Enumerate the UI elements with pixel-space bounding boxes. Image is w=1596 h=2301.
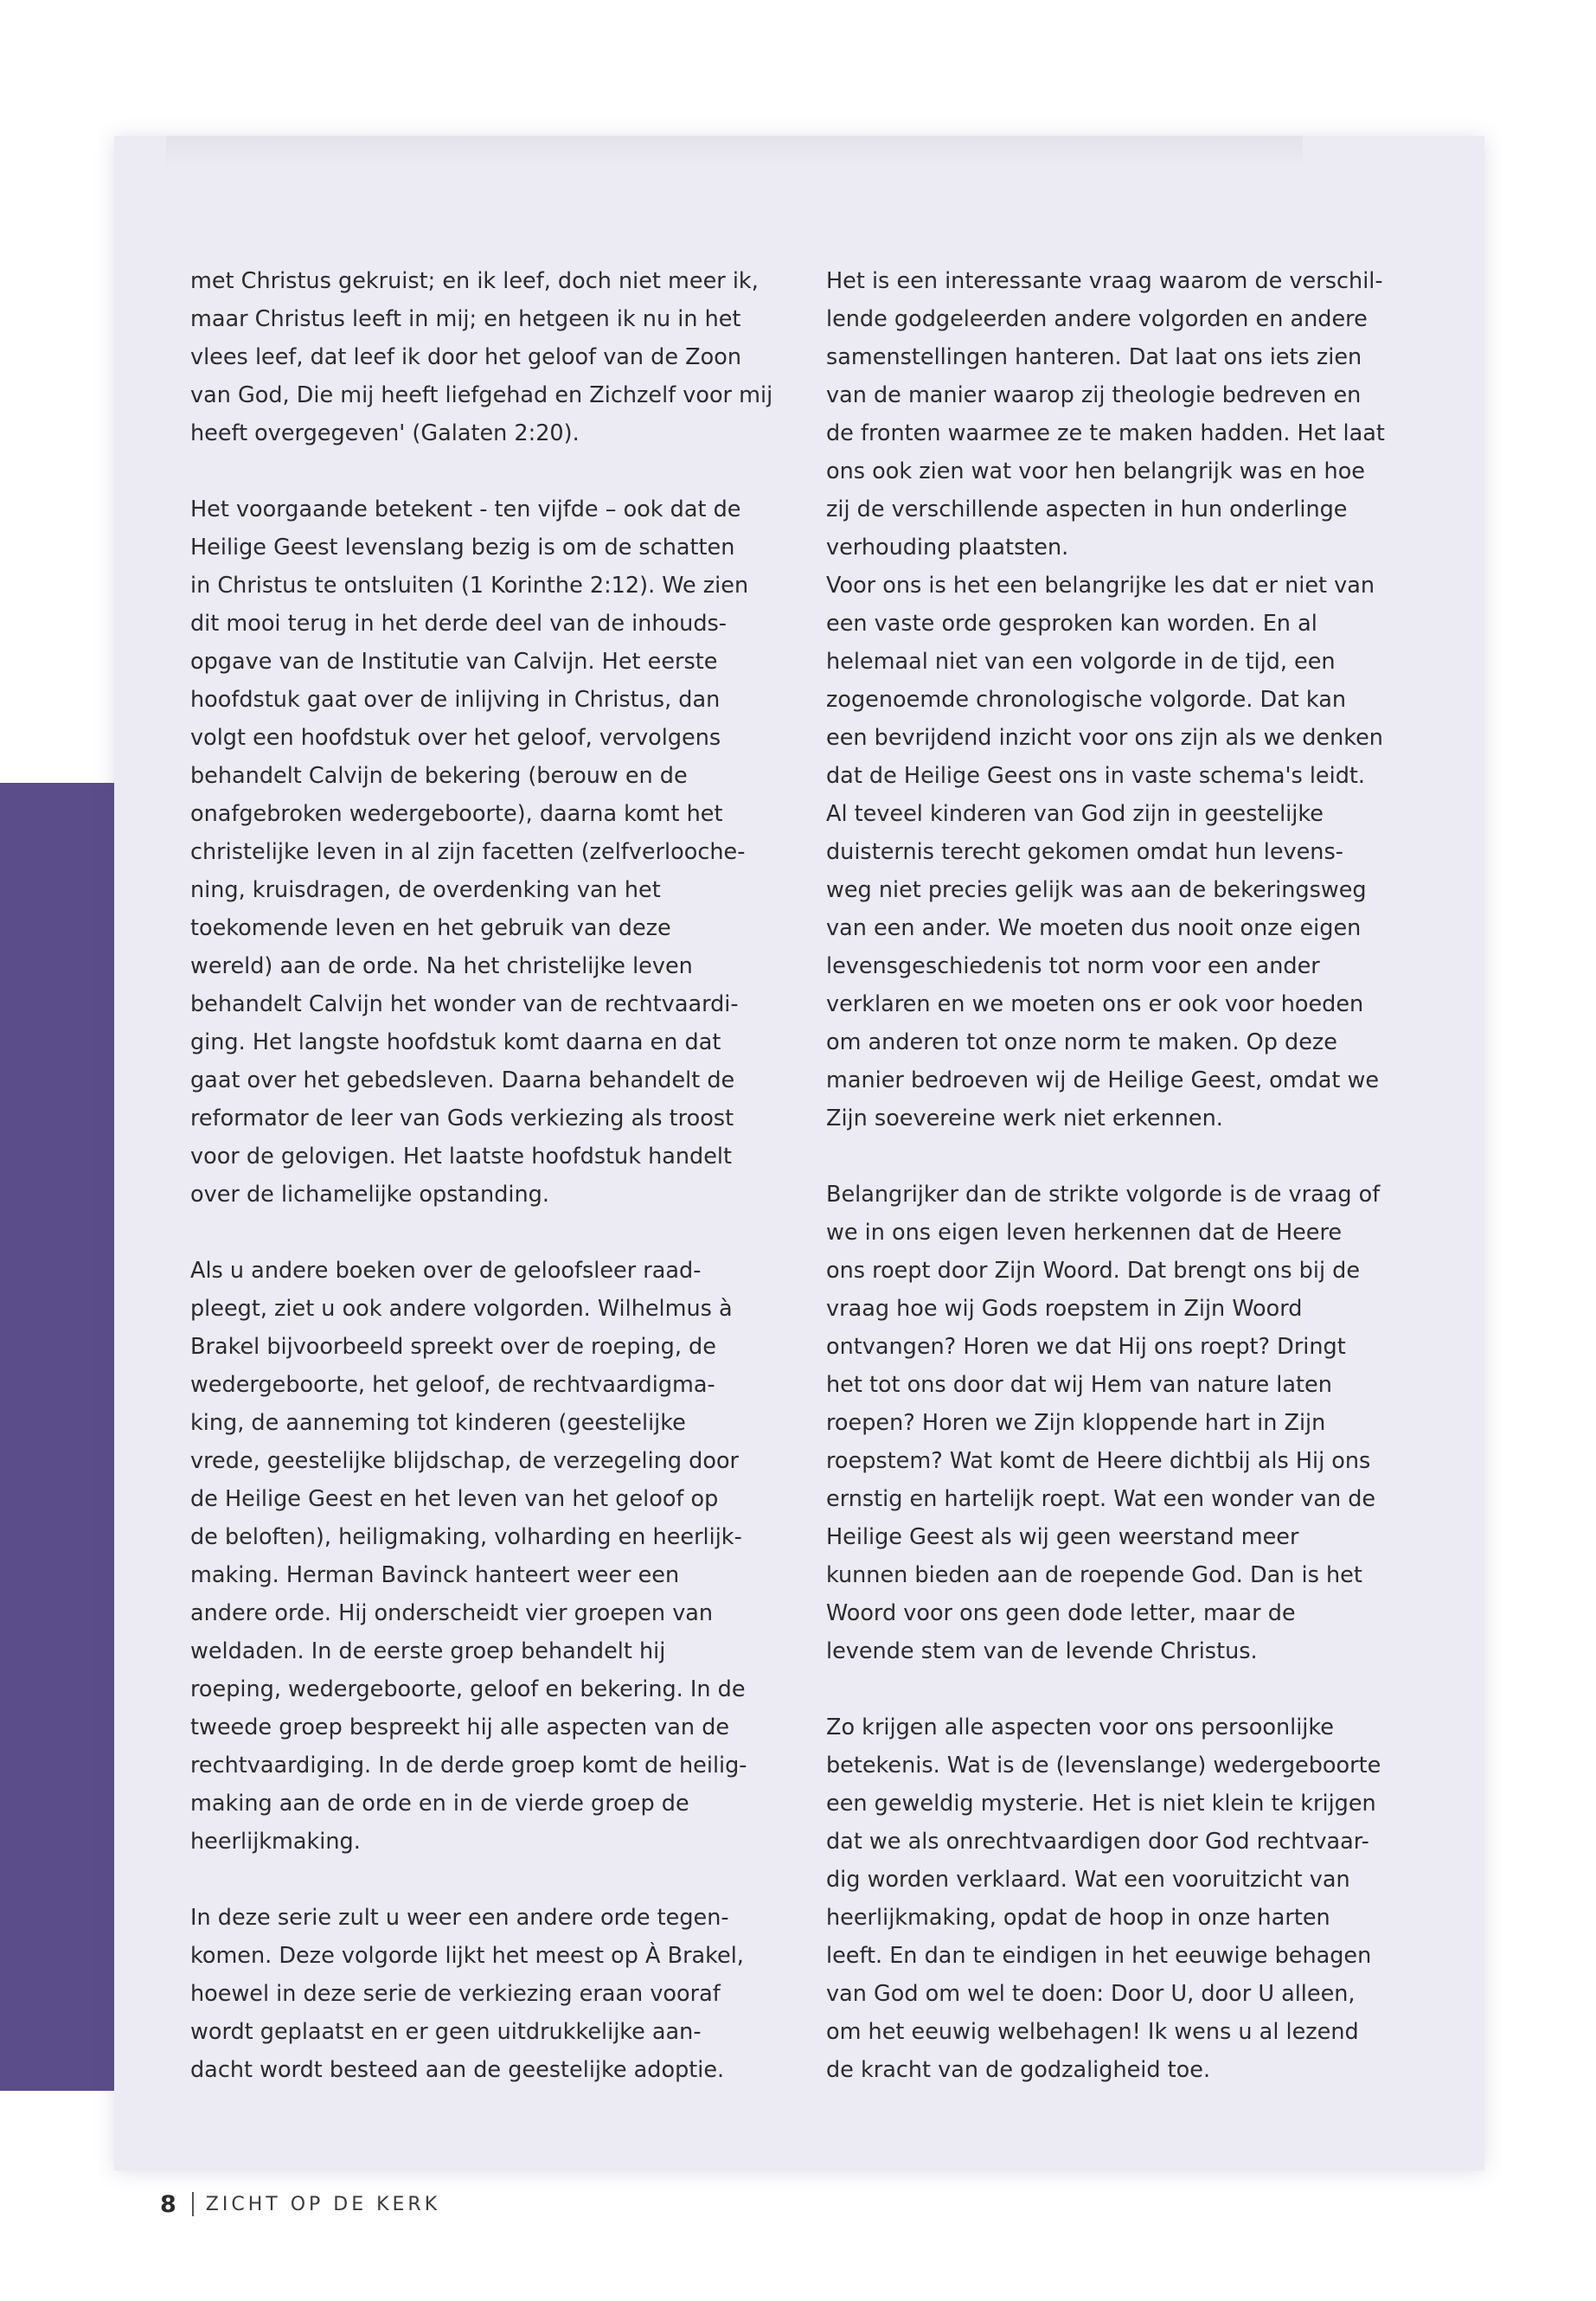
panel-shadow [166,136,1303,170]
left-column [190,262,787,2089]
footer-divider [192,2192,194,2216]
left-paragraph-3: Als u andere boeken over de geloofsleer raad- pleegt, ziet u ook andere volgorden. Wilhelmus à Brakel bijvoorbeeld spreekt over de roeping, de wedergeboorte, het geloof, de rechtvaardigma- king, de aanneming tot kinderen (geestelijke vrede, geestelijke blijdschap, de verzegeling door de Heilige Geest en het leven van het geloof op de beloften), heiligmaking, volharding en heerlijk- making. Herman Bavinck hanteert weer een andere orde. Hij onderscheidt vier groepen van weldaden. In de eerste groep behandelt hij roeping, wedergeboorte, geloof en bekering. In de tweede groep bespreekt hij alle aspecten van de rechtvaardiging. In de derde groep komt de heilig- making aan de orde en in de vierde groep de heerlijkmaking. [190,1258,747,1855]
page-number: 8 [160,2190,176,2218]
right-column [826,262,1423,2089]
publication-title: ZICHT OP DE KERK [205,2193,441,2215]
right-paragraph-4: Zo krijgen alle aspecten voor ons persoonlijke betekenis. Wat is de (levenslange) wedergeboorte een geweldig mysterie. Het is niet klein te krijgen dat we als onrechtvaardigen door God rechtvaar- dig worden verklaard. Wat een vooruitzicht van heerlijkmaking, opdat de hoop in onze harten leeft. En dan te eindigen in het eeuwige behagen van God om wel te doen: Door U, door U alleen, om het eeuwig welbehagen! Ik wens u al lezend de kracht van de godzaligheid toe. [826,1715,1381,2083]
left-paragraph-4: In deze serie zult u weer een andere orde tegen- komen. Deze volgorde lijkt het meest op À Brakel, hoewel in deze serie de verkiezing eraan vooraf wordt geplaatst en er geen uitdrukkelijke aan- dacht wordt besteed aan de geestelijke adoptie. [190,1905,744,2083]
left-paragraph-2: Het voorgaande betekent - ten vijfde – ook dat de Heilige Geest levenslang bezig is om de schatten in Christus te ontsluiten (1 Korinthe 2:12). We zien dit mooi terug in het derde deel van de inhouds- opgave van de Institutie van Calvijn. Het eerste hoofdstuk gaat over de inlijving in Christus, dan volgt een hoofdstuk over het geloof, vervolgens behandelt Calvijn de bekering (berouw en de onafgebroken wedergeboorte), daarna komt het christelijke leven in al zijn facetten (zelfverlooche- ning, kruisdragen, de overdenking van het toekomende leven en het gebruik van deze wereld) aan de orde. Na het christelijke leven behandelt Calvijn het wonder van de rechtvaardi- ging. Het langste hoofdstuk komt daarna en dat gaat over het gebedsleven. Daarna behandelt de reformator de leer van Gods verkiezing als troost voor de gelovigen. Het laatste hoofdstuk handelt over de lichamelijke opstanding. [190,497,749,1208]
left-paragraph-1: met Christus gekruist; en ik leef, doch niet meer ik, maar Christus leeft in mij; en hetgeen ik nu in het vlees leef, dat leef ik door het geloof van de Zoon van God, Die mij heeft liefgehad en Zichzelf voor mij heeft overgegeven' (Galaten 2:20). [190,268,773,446]
article-panel [114,136,1484,2170]
page-footer [160,2189,440,2220]
right-paragraph-2: Voor ons is het een belangrijke les dat er niet van een vaste orde gesproken kan worden. En al helemaal niet van een volgorde in de tijd, een zogenoemde chronologische volgorde. Dat kan een bevrijdend inzicht voor ons zijn als we denken dat de Heilige Geest ons in vaste schema's leidt. Al teveel kinderen van God zijn in geestelijke duisternis terecht gekomen omdat hun levens- weg niet precies gelijk was aan de bekeringsweg van een ander. We moeten dus nooit onze eigen levensgeschiedenis tot norm voor een ander verklaren en we moeten ons er ook voor hoeden om anderen tot onze norm te maken. Op deze manier bedroeven wij de Heilige Geest, omdat we Zijn soevereine werk niet erkennen. [826,573,1383,1131]
right-paragraph-1: Het is een interessante vraag waarom de verschil- lende godgeleerden andere volgorden en andere samenstellingen hanteren. Dat laat ons iets zien van de manier waarop zij theologie bedreven en de fronten waarmee ze te maken hadden. Het laat ons ook zien wat voor hen belangrijk was en hoe zij de verschillende aspecten in hun onderlinge verhouding plaatsten. [826,268,1385,561]
right-paragraph-3: Belangrijker dan de strikte volgorde is de vraag of we in ons eigen leven herkennen dat de Heere ons roept door Zijn Woord. Dat brengt ons bij de vraag hoe wij Gods roepstem in Zijn Woord ontvangen? Horen we dat Hij ons roept? Dringt het tot ons door dat wij Hem van nature laten roepen? Horen we Zijn kloppende hart in Zijn roepstem? Wat komt de Heere dichtbij als Hij ons ernstig en hartelijk roept. Wat een wonder van de Heilige Geest als wij geen weerstand meer kunnen bieden aan de roepende God. Dan is het Woord voor ons geen dode letter, maar de levende stem van de levende Christus. [826,1182,1381,1664]
purple-accent-bar [0,783,114,2091]
